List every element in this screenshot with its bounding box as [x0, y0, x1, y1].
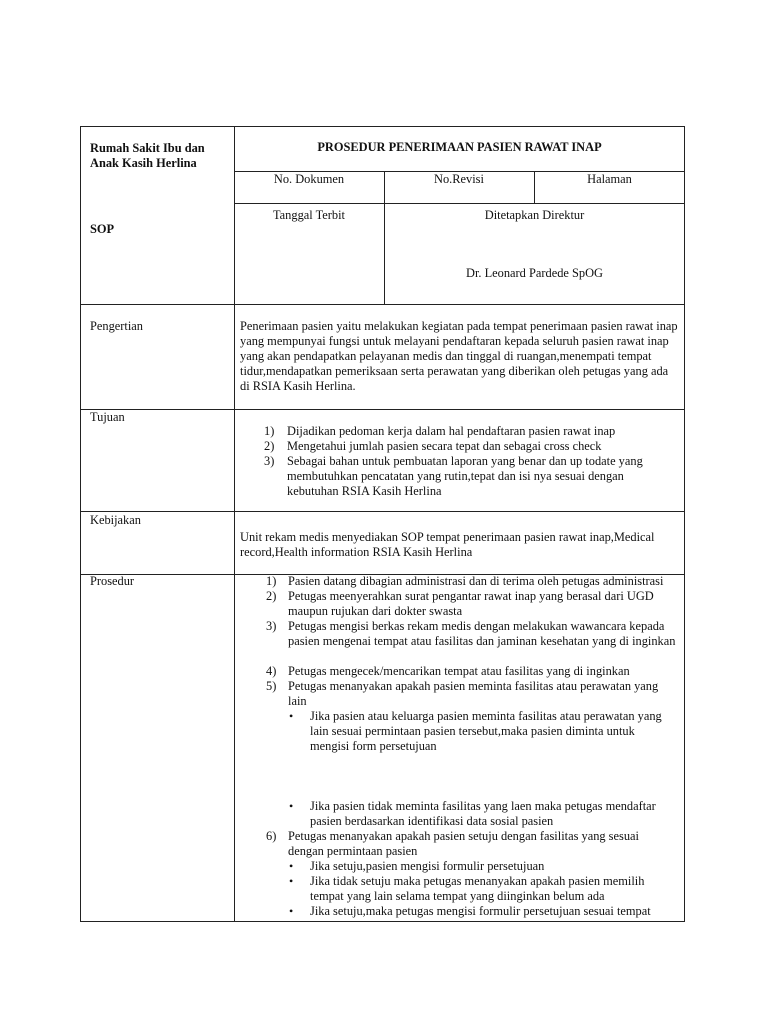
list-item-number: 3) [266, 619, 277, 633]
bullet-icon: • [289, 904, 294, 918]
column-divider-main [234, 126, 235, 922]
hospital-name: Rumah Sakit Ibu dan Anak Kasih Herlina [90, 141, 205, 170]
halaman-label: Halaman [587, 172, 632, 186]
bullet-icon: • [289, 859, 294, 873]
list-item-number: 1) [264, 424, 275, 438]
doc-number-divider [234, 203, 685, 204]
sop-label: SOP [90, 222, 115, 236]
list-item: Jika tidak setuju maka petugas menanyakan apakah pasien memilih tempat yang lain selama tempat yang diinginkan belum ada [310, 874, 645, 903]
row-divider-tujuan [80, 511, 685, 512]
list-item-number: 3) [264, 454, 275, 468]
list-item: Jika pasien tidak meminta fasilitas yang laen maka petugas mendaftar pasien berdasarkan identifikasi data sosial pasien [310, 799, 656, 828]
list-item: Petugas menanyakan apakah pasien meminta fasilitas atau perawatan yang lain [288, 679, 659, 708]
tujuan-label: Tujuan [90, 410, 125, 424]
bullet-icon: • [289, 709, 294, 723]
list-item-number: 6) [266, 829, 277, 843]
list-item-number: 2) [264, 439, 275, 453]
bullet-icon: • [289, 799, 294, 813]
tanggal-terbit-label: Tanggal Terbit [272, 208, 345, 222]
list-item: Petugas meenyerahkan surat pengantar rawat inap yang berasal dari UGD maupun rujukan dari dokter swasta [288, 589, 654, 618]
list-item: Petugas menanyakan apakah pasien setuju dengan fasilitas yang sesuai dengan permintaan pasien [288, 829, 639, 858]
list-item-number: 5) [266, 679, 277, 693]
list-item-number: 2) [266, 589, 277, 603]
list-item: Dijadikan pedoman kerja dalam hal pendaftaran pasien rawat inap [287, 424, 616, 438]
document-title: PROSEDUR PENERIMAAN PASIEN RAWAT INAP [317, 140, 602, 154]
list-item: Pasien datang dibagian administrasi dan di terima oleh petugas administrasi [288, 574, 664, 588]
no-revisi-label: No.Revisi [434, 172, 484, 186]
prosedur-label: Prosedur [90, 574, 135, 588]
bullet-icon: • [289, 874, 294, 888]
pengertian-text: Penerimaan pasien yaitu melakukan kegiatan pada tempat penerimaan pasien rawat inap yang mempunyai fungsi untuk melayani pendaftaran kepada seluruh pasien rawat inap yang akan pendapatkan pelayanan medis dan tinggal di ruangan,menempati tempat tidur,mendapatkan pemeriksaan serta perawatan yang diberikan oleh petugas yang ada di RSIA Kasih Herlina. [240, 319, 678, 393]
list-item: Jika pasien atau keluarga pasien meminta fasilitas atau perawatan yang lain sesuai permintaan pasien tersebut,maka pasien diminta untuk mengisi form persetujuan [310, 709, 662, 753]
kebijakan-label: Kebijakan [90, 513, 141, 527]
row-divider-pengertian [80, 409, 685, 410]
list-item: Petugas mengisi berkas rekam medis dengan melakukan wawancara kepada pasien mengenai tempat atau fasilitas dan jaminan kesehatan yang di inginkan [288, 619, 676, 648]
list-item: Petugas mengecek/mencarikan tempat atau fasilitas yang di inginkan [288, 664, 630, 678]
list-item-number: 4) [266, 664, 277, 678]
list-item: Jika setuju,pasien mengisi formulir persetujuan [310, 859, 545, 873]
row-divider-header [80, 304, 685, 305]
pengertian-label: Pengertian [90, 319, 143, 333]
no-dokumen-label: No. Dokumen [273, 172, 345, 186]
list-item: Sebagai bahan untuk pembuatan laporan yang benar dan up todate yang membutuhkan pencatatan yang rutin,tepat dan isi nya sesuai dengan kebutuhan RSIA Kasih Herlina [287, 454, 643, 498]
list-item: Jika setuju,maka petugas mengisi formulir persetujuan sesuai tempat [310, 904, 651, 918]
ditetapkan-direktur-label: Ditetapkan Direktur [484, 208, 585, 222]
director-name: Dr. Leonard Pardede SpOG [466, 266, 603, 280]
column-divider-revisi [384, 171, 385, 304]
kebijakan-text: Unit rekam medis menyediakan SOP tempat penerimaan pasien rawat inap,Medical record,Health information RSIA Kasih Herlina [240, 530, 655, 559]
list-item-number: 1) [266, 574, 277, 588]
list-item: Mengetahui jumlah pasien secara tepat dan sebagai cross check [287, 439, 602, 453]
